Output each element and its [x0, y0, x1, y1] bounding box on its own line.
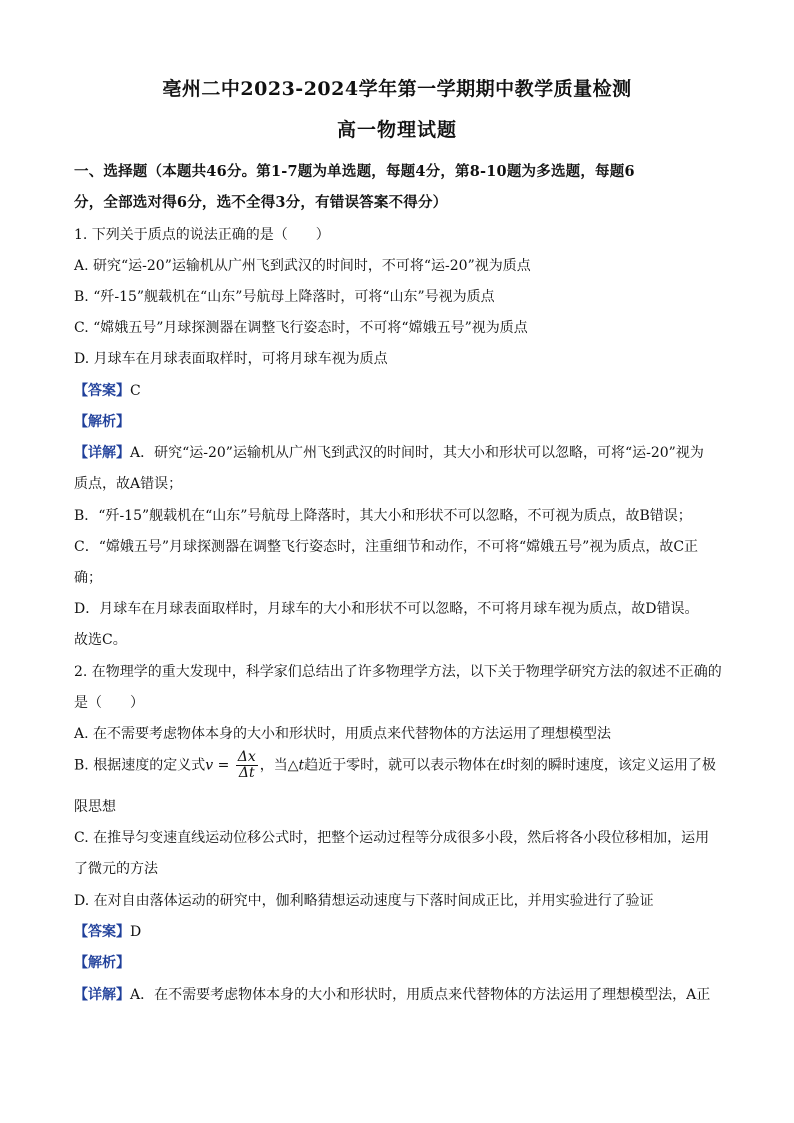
q2-stem-line-1: 2. 在物理学的重大发现中，科学家们总结出了许多物理学方法，以下关于物理学研究方法的叙述不正确的 — [74, 664, 722, 680]
answer-tag: 【答案】 — [74, 383, 130, 399]
q2-option-c-line-2: 了微元的方法 — [74, 861, 158, 877]
detail-tag: 【详解】 — [74, 445, 130, 461]
q1-option-c: C. “嫦娥五号”月球探测器在调整飞行姿态时，不可将“嫦娥五号”视为质点 — [74, 320, 528, 336]
q1-stem: 1. 下列关于质点的说法正确的是（ ） — [74, 227, 330, 243]
q2-option-b-line-1: B. 根据速度的定义式v = $\frac{\Delta x}{\Delta t}$ ，当△t趋近于零时，就可以表示物体在t时刻的瞬时速度，该定义运用了极 — [74, 749, 716, 781]
q1-option-b: B. “歼-15”舰载机在“山东”号航母上降落时，可将“山东”号视为质点 — [74, 289, 495, 305]
q1-option-a: A. 研究“运-20”运输机从广州飞到武汉的时间时，不可将“运-20”视为质点 — [74, 258, 531, 274]
fraction-numerator: Δx — [237, 749, 256, 765]
q2-answer — [74, 921, 141, 941]
q2-option-d: D. 在对自由落体运动的研究中，伽利略猜想运动速度与下落时间成正比，并用实验进行了验证 — [74, 893, 654, 909]
q1-detail-line-1: 【详解】A．研究“运-20”运输机从广州飞到武汉的时间时，其大小和形状可以忽略，可将“运-20”视为 — [74, 445, 704, 461]
q1-detail-line-7: 故选C。 — [74, 632, 127, 648]
velocity-symbol: v — [205, 757, 214, 774]
q1-detail-line-4: C．“嫦娥五号”月球探测器在调整飞行姿态时，注重细节和动作，不可将“嫦娥五号”视为质点，故C正 — [74, 539, 699, 555]
q2-option-b-line-2: 限思想 — [74, 799, 116, 815]
q2-analysis-tag: 【解析】 — [74, 955, 130, 971]
q1-detail-line-2: 质点，故A错误； — [74, 476, 183, 492]
q2-stem-line-2: 是（ ） — [74, 695, 144, 711]
q1-detail-line-5: 确； — [74, 570, 102, 586]
q2-detail-line-1: 【详解】A．在不需要考虑物体本身的大小和形状时，用质点来代替物体的方法运用了理想模型法，A正 — [74, 987, 711, 1003]
velocity-definition-fraction — [236, 750, 258, 781]
q2-option-a: A. 在不需要考虑物体本身的大小和形状时，用质点来代替物体的方法运用了理想模型法 — [74, 726, 612, 742]
q2-option-c-line-1: C. 在推导匀变速直线运动位移公式时，把整个运动过程等分成很多小段，然后将各小段位移相加，运用 — [74, 830, 710, 846]
detail-tag: 【详解】 — [74, 987, 130, 1003]
exam-title: 亳州二中2023-2024学年第一学期期中教学质量检测 — [162, 78, 632, 100]
exam-subtitle: 高一物理试题 — [336, 119, 457, 141]
q1-option-d: D. 月球车在月球表面取样时，可将月球车视为质点 — [74, 351, 388, 367]
answer-tag: 【答案】 — [74, 924, 130, 940]
fraction-denominator: Δt — [238, 765, 255, 781]
q1-analysis-tag: 【解析】 — [74, 414, 130, 430]
answer-value: C — [130, 383, 141, 399]
section-heading-line-1: 一、选择题（本题共46分。第1-7题为单选题，每题4分，第8-10题为多选题，每题6 — [74, 163, 635, 180]
q1-detail-line-6: D．月球车在月球表面取样时，月球车的大小和形状不可以忽略，不可将月球车视为质点，故D错误。 — [74, 601, 699, 617]
section-heading-line-2: 分，全部选对得6分，选不全得3分，有错误答案不得分） — [74, 194, 448, 211]
q1-detail-line-3: B．“歼-15”舰载机在“山东”号航母上降落时，其大小和形状不可以忽略，不可视为质点，故B错误； — [74, 508, 692, 524]
answer-value: D — [130, 924, 142, 940]
q1-answer — [74, 380, 141, 400]
